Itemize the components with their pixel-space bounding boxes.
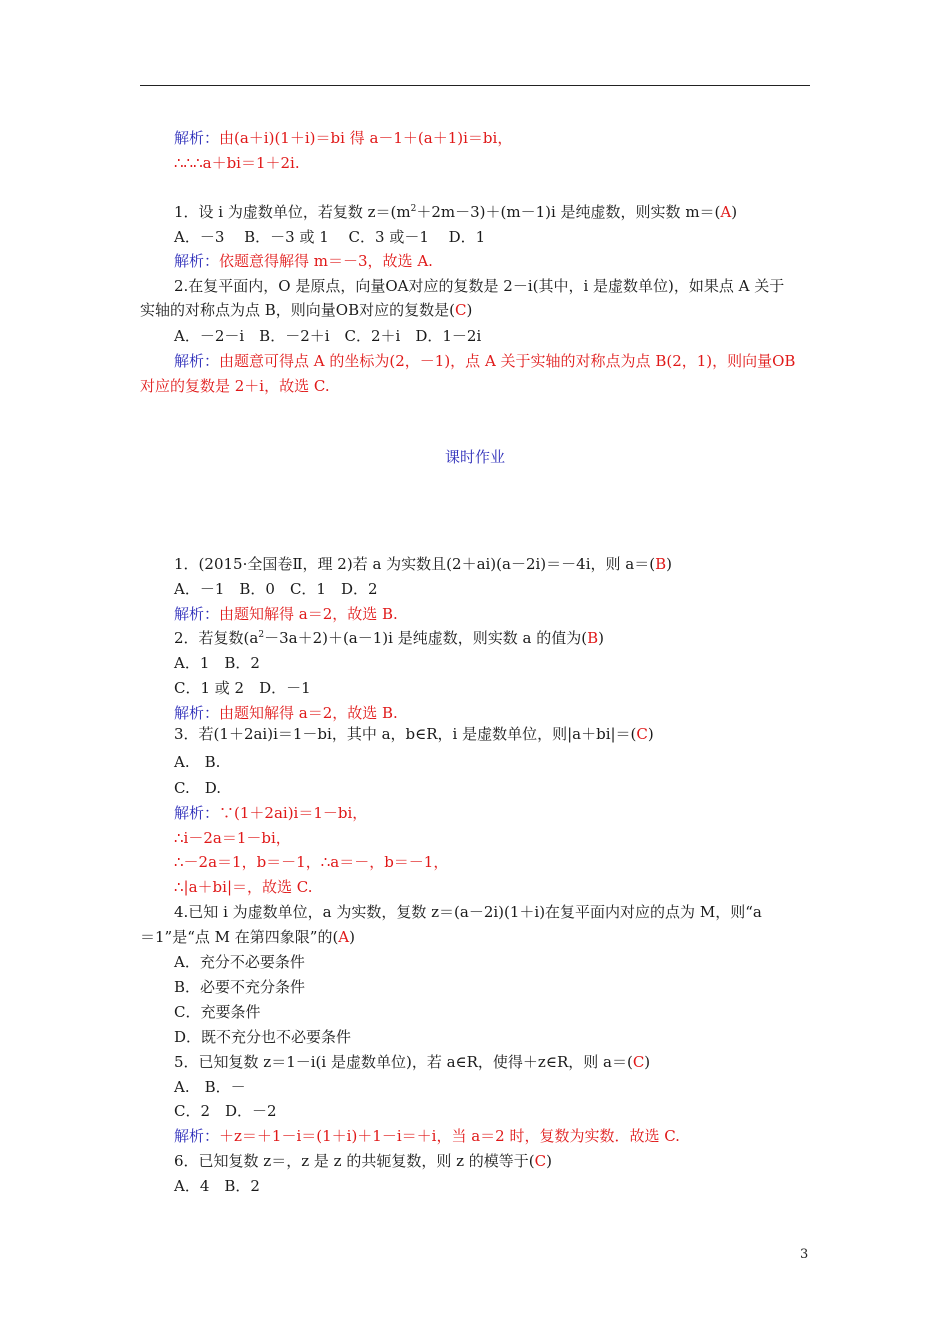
hw-q4-option-c: C．充要条件 [174, 1003, 261, 1021]
hw-q3-stem: 3．若(1＋2ai)i＝1－bi，其中 a，b∈R，i 是虚数单位，则|a＋bi|＝(C) [174, 725, 654, 743]
top-solution-line-2: ∴∴∴a＋bi＝1＋2i. [174, 154, 300, 172]
hw-q4-option-a: A．充分不必要条件 [174, 953, 305, 971]
pre-q1-solution: 解析：依题意得解得 m＝－3，故选 A. [174, 252, 433, 270]
hw-q4-stem: 4.已知 i 为虚数单位，a 为实数，复数 z＝(a－2i)(1＋i)在复平面内对应的点为 M，则“a [174, 903, 762, 921]
answer-letter: A [720, 203, 732, 221]
hw-q5-options-1: A. B．－ [174, 1078, 246, 1096]
answer-letter: A [338, 928, 350, 946]
hw-q2-stem: 2．若复数$(a^2-3a+2)+(a-1)i$ 是纯虚数，则实数 a 的值为(B) [174, 629, 604, 647]
hw-q1-stem: 1．(2015·全国卷Ⅱ，理 2)若 a 为实数且(2＋ai)(a－2i)＝－4i，则 a＝(B) [174, 555, 672, 573]
pre-q2-options: A．－2－i B．－2＋i C．2＋i D．1－2i [174, 327, 482, 345]
pre-q1-options: A．－3 B．－3 或 1 C．3 或－1 D．1 [174, 228, 486, 246]
top-solution-line-1 [174, 128, 512, 148]
hw-q3-options-1: A. B. [174, 753, 221, 771]
pre-q2-stem: 2.在复平面内，O 是原点，向量OA对应的复数是 2－i(其中，i 是虚数单位)，如果点 A 关于 [174, 277, 785, 295]
header-rule [140, 85, 810, 86]
hw-q1-solution: 解析：由题知解得 a＝2，故选 B. [174, 605, 398, 623]
section-title: 课时作业 [444, 448, 505, 466]
solution-label: 解析： [174, 129, 220, 147]
hw-q4-option-d: D．既不充分也不必要条件 [174, 1028, 352, 1046]
hw-q2-options-1: A．1 B．2 [174, 654, 260, 672]
hw-q6-stem: 6．已知复数 z＝，z 是 z 的共轭复数，则 z 的模等于(C) [174, 1152, 552, 1170]
hw-q3-solution-1: 解析：∵(1＋2ai)i＝1－bi， [174, 804, 368, 822]
hw-q3-solution-3: ∴－2a＝1，b＝－1，∴a＝－，b＝－1， [174, 853, 449, 871]
pre-q2-solution: 解析：由题意可得点 A 的坐标为(2，－1)，点 A 关于实轴的对称点为点 B(2，1)，则向量OB [174, 352, 796, 370]
hw-q5-options-2: C．2 D．－2 [174, 1102, 277, 1120]
page-number: 3 [800, 1247, 809, 1262]
hw-q5-solution: 解析：＋z＝＋1－i＝(1＋i)＋1－i＝＋i，当 a＝2 时，复数为实数．故选 C. [174, 1127, 680, 1145]
hw-q4-stem-cont: ＝1”是“点 M 在第四象限”的(A) [140, 928, 355, 946]
hw-q1-options: A．－1 B．0 C．1 D．2 [174, 580, 378, 598]
hw-q2-options-2: C．1 或 2 D．－1 [174, 679, 311, 697]
solution-text: 由(a＋i)(1＋i)＝bi 得 a－1＋(a＋1)i＝bi， [219, 129, 513, 147]
pre-q2-stem-cont: 实轴的对称点为点 B，则向量OB对应的复数是(C) [140, 301, 473, 319]
hw-q6-options: A．4 B．2 [174, 1177, 260, 1195]
hw-q5-stem: 5．已知复数 z＝1－i(i 是虚数单位)，若 a∈R，使得＋z∈R，则 a＝(C) [174, 1053, 651, 1071]
hw-q3-solution-2: ∴i－2a＝1－bi， [174, 829, 291, 847]
hw-q4-option-b: B．必要不充分条件 [174, 978, 306, 996]
hw-q3-solution-4: ∴|a＋bi|＝，故选 C. [174, 878, 313, 896]
answer-letter: B [655, 555, 667, 573]
answer-letter: C [534, 1152, 547, 1170]
answer-letter: C [454, 301, 467, 319]
answer-letter: C [632, 1053, 645, 1071]
pre-q1-stem: 1．设 i 为虚数单位，若复数 $z=(m^2+2m-3)+(m-1)i$ 是纯虚数，则实数 m＝(A) [174, 203, 738, 221]
pre-q2-solution-cont: 对应的复数是 2＋i，故选 C. [140, 377, 330, 395]
answer-letter: C [636, 725, 648, 743]
answer-letter: B [587, 629, 599, 647]
hw-q3-options-2: C. D. [174, 779, 221, 797]
hw-q2-solution: 解析：由题知解得 a＝2，故选 B. [174, 704, 398, 722]
